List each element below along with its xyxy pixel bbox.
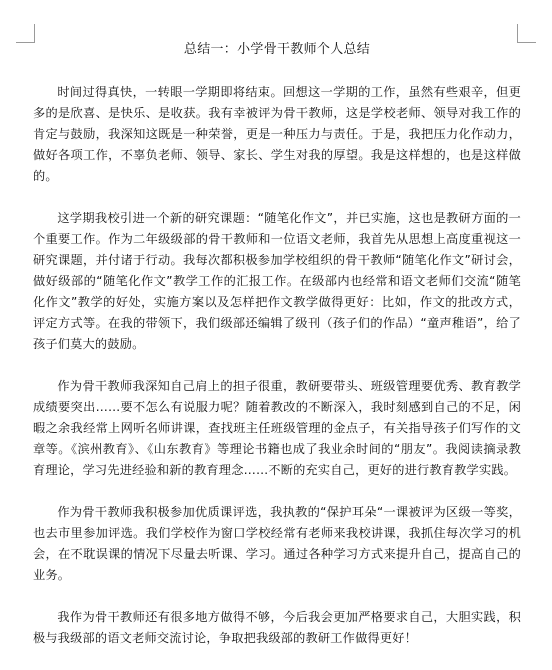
document-body — [33, 40, 521, 670]
paragraph-1: 时间过得真快，一转眼一学期即将结束。回想这一学期的工作，虽然有些艰辛，但更多的是欣喜、是快乐、是收获。我有幸被评为骨干教师，这是学校老师、领导对我工作的肯定与鼓励，我深知这既是一种荣誉，更是一种压力与责任。于是，我把压力化作动力，做好各项工作，不辜负老师、领导、家长、学生对我的厚望。我是这样想的，也是这样做的。 — [33, 85, 521, 183]
paragraph-2: 这学期我校引进一个新的研究课题：“随笔化作文”，并已实施，这也是教研方面的一个重要工作。作为二年级级部的骨干教师和一位语文老师，我首先从思想上高度重视这一研究课题，并付诸于行动。我每次都积极参加学校组织的骨干教师“随笔化作文”研讨会，做好级部的“随笔化作文”教学工作的汇报工作。在级部内也经常和语文老师们交流“随笔化作文”教学的好处，实施方案以及怎样把作文教学做得更好：比如，作文的批改方式，评定方式等。在我的带领下，我们级部还编辑了级刊（孩子们的作品）“童声稚语”，给了孩子们莫大的鼓励。 — [33, 211, 521, 351]
paragraph-3: 作为骨干教师我深知自己肩上的担子很重，教研要带头、班级管理要优秀、教育教学成绩要突出……要不怎么有说服力呢？随着教改的不断深入，我时刻感到自己的不足，闲暇之余我经常上网听名师讲课，查找班主任班级管理的金点子，有关指导孩子们写作的文章等。《滨州教育》、《山东教育》等理论书籍也成了我业余时间的“朋友”。我阅读摘录教育理论，学习先进经验和新的教育理念……不断的充实自己，更好的进行教育教学实践。 — [33, 379, 521, 477]
paragraph-5: 我作为骨干教师还有很多地方做得不够，今后我会更加严格要求自己，大胆实践，积极与我级部的语文老师交流讨论，争取把我级部的教研工作做得更好！ — [33, 610, 521, 645]
document-title: 总结一：小学骨干教师个人总结 — [183, 42, 371, 57]
paragraph-4: 作为骨干教师我积极参加优质课评选，我执教的“保护耳朵“一课被评为区级一等奖，也去市里参加评选。我们学校作为窗口学校经常有老师来我校讲课，我抓住每次学习的机会，在不耽误课的情况下尽量去听课、学习。通过各种学习方式来提升自己，提高自己的业务。 — [33, 505, 521, 582]
